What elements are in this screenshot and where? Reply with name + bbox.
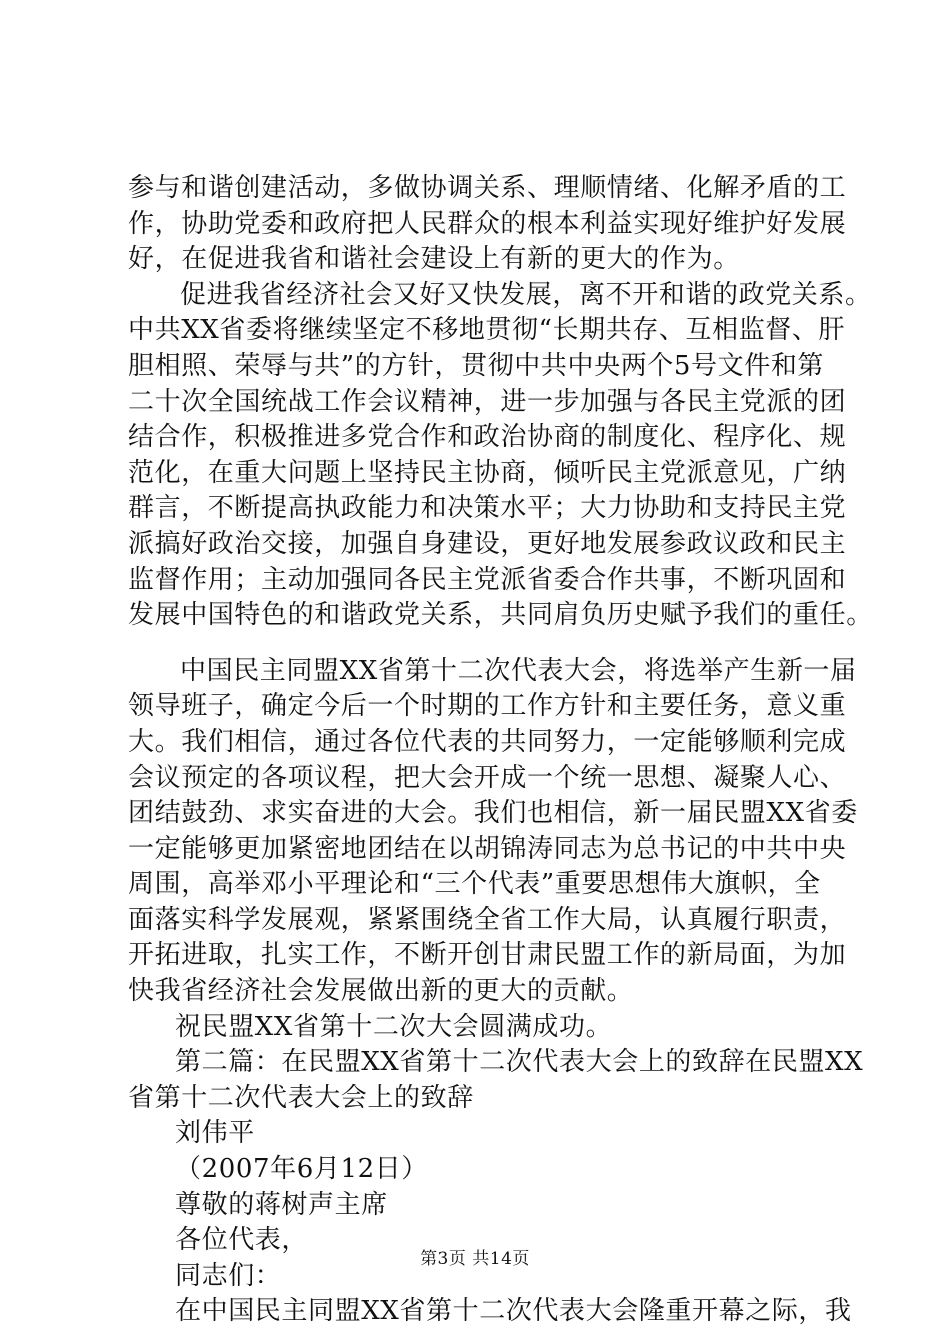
text-line: 快我省经济社会发展做出新的更大的贡献。 (128, 976, 634, 1007)
author-line: 刘伟平 (175, 1118, 255, 1149)
text-line: 范化，在重大问题上坚持民主协商，倾听民主党派意见，广纳 (128, 457, 847, 488)
section-heading-line: 省第十二次代表大会上的致辞 (128, 1082, 474, 1113)
text-line: 作，协助党委和政府把人民群众的根本利益实现好维护好发展 (128, 208, 847, 239)
page-number-footer: 第3页 共14页 (420, 1249, 530, 1269)
text-line: 群言，不断提高执政能力和决策水平；大力协助和支持民主党 (128, 493, 847, 524)
salutation-line: 尊敬的蒋树声主席 (175, 1189, 388, 1220)
salutation-line: 同志们： (175, 1260, 282, 1291)
text-line: 周围，高举邓小平理论和“三个代表”重要思想伟大旗帜，全 (128, 869, 821, 900)
paragraph-start-line: 祝民盟XX省第十二次大会圆满成功。 (175, 1011, 613, 1042)
section-heading-line: 第二篇：在民盟XX省第十二次代表大会上的致辞在民盟XX (175, 1047, 864, 1078)
text-line: 会议预定的各项议程，把大会开成一个统一思想、凝聚人心、 (128, 762, 847, 793)
text-line: 面落实科学发展观，紧紧围绕全省工作大局，认真履行职责， (128, 904, 847, 935)
date-line: （2007年6月12日） (175, 1154, 428, 1185)
text-line: 大。我们相信，通过各位代表的共同努力，一定能够顺利完成 (128, 726, 847, 757)
document-body (128, 171, 873, 1330)
text-line: 二十次全国统战工作会议精神，进一步加强与各民主党派的团 (128, 386, 847, 417)
paragraph-start-line: 促进我省经济社会又好又快发展，离不开和谐的政党关系。 (180, 279, 872, 310)
paragraph-start-line: 中国民主同盟XX省第十二次代表大会，将选举产生新一届 (180, 655, 857, 686)
salutation-line: 各位代表， (175, 1225, 309, 1256)
text-line: 开拓进取，扎实工作，不断开创甘肃民盟工作的新局面，为加 (128, 940, 847, 971)
text-line: 团结鼓劲、求实奋进的大会。我们也相信，新一届民盟XX省委 (128, 798, 858, 829)
text-line: 中共XX省委将继续坚定不移地贯彻“长期共存、互相监督、肝 (128, 315, 846, 346)
text-line: 参与和谐创建活动，多做协调关系、理顺情绪、化解矛盾的工 (128, 173, 847, 203)
text-line: 结合作，积极推进多党合作和政治协商的制度化、程序化、规 (128, 422, 847, 453)
paragraph-gap (128, 634, 828, 654)
text-line: 一定能够更加紧密地团结在以胡锦涛同志为总书记的中共中央 (128, 833, 847, 864)
text-line: 胆相照、荣辱与共”的方针，贯彻中共中央两个5号文件和第 (128, 350, 825, 381)
paragraph-start-line: 在中国民主同盟XX省第十二次代表大会隆重开幕之际，我 (175, 1296, 852, 1327)
text-line: 领导班子，确定今后一个时期的工作方针和主要任务，意义重 (128, 691, 847, 722)
text-line: 派搞好政治交接，加强自身建设，更好地发展参政议政和民主 (128, 528, 847, 559)
text-line: 监督作用；主动加强同各民主党派省委合作共事，不断巩固和 (128, 564, 847, 595)
text-line: 发展中国特色的和谐政党关系，共同肩负历史赋予我们的重任。 (128, 600, 873, 631)
text-line: 好，在促进我省和谐社会建设上有新的更大的作为。 (128, 244, 740, 275)
